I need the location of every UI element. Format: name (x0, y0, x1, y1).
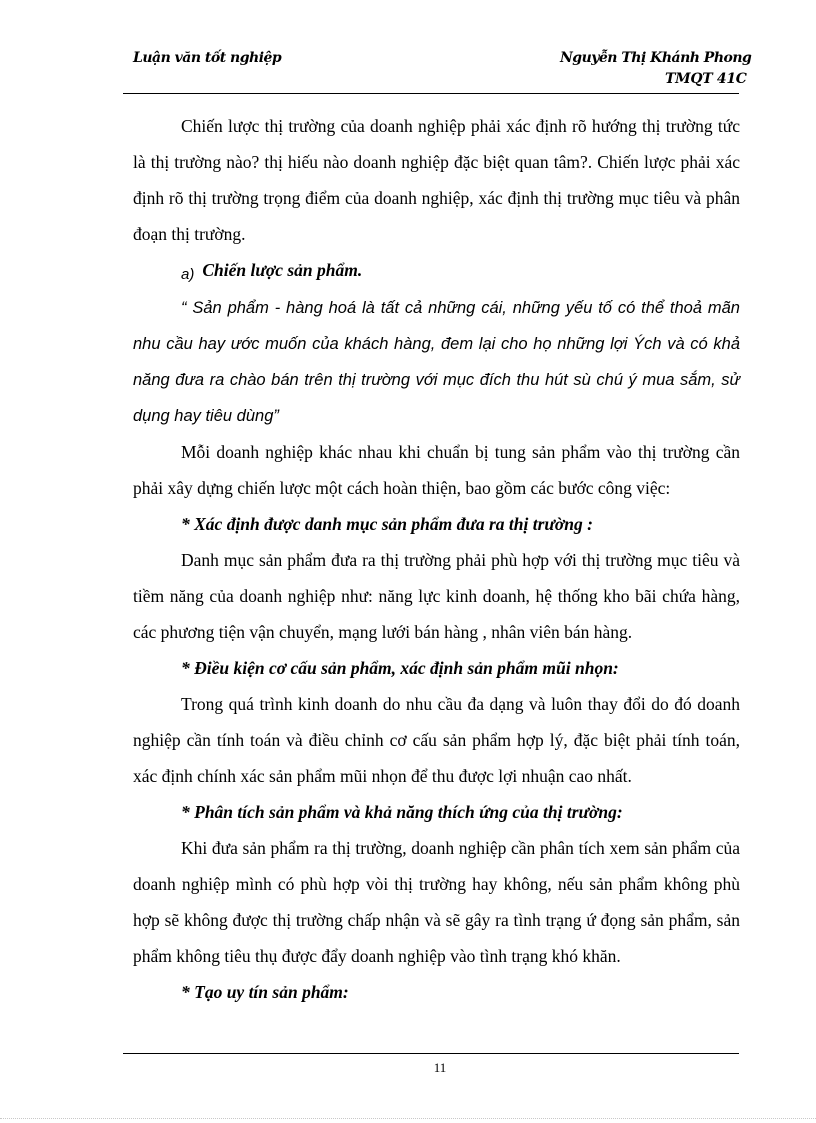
paragraph-product-analysis: Khi đưa sản phẩm ra thị trường, doanh nghiệp cần phân tích xem sản phẩm của doanh nghiệp mình có phù hợp vòi thị trường hay không, nếu sản phẩm không phù hợp sẽ không được thị trường chấp nhận và sẽ gây ra tình trạng ứ đọng sản phẩm, sản phẩm không tiêu thụ được đẩy doanh nghiệp vào tình trạng khó khăn. (133, 838, 740, 966)
header-thesis-label: Luận văn tốt nghiệp (133, 50, 282, 66)
subheading-product-reputation: * Tạo uy tín sản phẩm: (181, 982, 349, 1002)
section-letter: a) (181, 266, 195, 283)
header-class-code: TMQT 41C (665, 71, 747, 87)
footer-rule (123, 1053, 739, 1054)
product-definition-quote: “ Sản phẩm - hàng hoá là tất cả những cái, những yếu tố có thể thoả mãn nhu cầu hay ước muốn của khách hàng, đem lại cho họ những lợi Ých và có khả năng đưa ra chào bán trên thị trường với mục đích thu hút sù chú ý mua sắm, sử dụng hay tiêu dùng” (133, 299, 740, 425)
header-rule (123, 93, 739, 94)
paragraph-product-structure: Trong quá trình kinh doanh do nhu cầu đa dạng và luôn thay đổi do đó doanh nghiệp cần tính toán và điều chỉnh cơ cấu sản phẩm hợp lý, đặc biệt phải tính toán, xác định chính xác sản phẩm mũi nhọn để thu được lợi nhuận cao nhất. (133, 694, 740, 786)
paragraph-market-strategy: Chiến lược thị trường của doanh nghiệp phải xác định rõ hướng thị trường tức là thị trường nào? thị hiếu nào doanh nghiệp đặc biệt quan tâm?. Chiến lược phải xác định rõ thị trường trọng điểm của doanh nghiệp, xác định thị trường mục tiêu và phân đoạn thị trường. (133, 116, 740, 244)
paragraph-product-launch: Mỗi doanh nghiệp khác nhau khi chuẩn bị tung sản phẩm vào thị trường cần phải xây dựng chiến lược một cách hoàn thiện, bao gồm các bước công việc: (133, 442, 740, 498)
header-author-name: Nguyễn Thị Khánh Phong (560, 50, 752, 66)
page-break-line (0, 1118, 816, 1119)
paragraph-product-portfolio: Danh mục sản phẩm đưa ra thị trường phải phù hợp với thị trường mục tiêu và tiềm năng của doanh nghiệp như: năng lực kinh doanh, hệ thống kho bãi chứa hàng, các phương tiện vận chuyển, mạng lưới bán hàng , nhân viên bán hàng. (133, 550, 740, 642)
section-title: Chiến lược sản phẩm. (202, 260, 363, 280)
page-number: 11 (433, 1060, 447, 1075)
subheading-product-portfolio: * Xác định được danh mục sản phẩm đưa ra thị trường : (181, 514, 593, 534)
page-body (133, 108, 740, 1010)
subheading-product-analysis: * Phân tích sản phẩm và khả năng thích ứng của thị trường: (181, 802, 623, 822)
section-heading-a (133, 252, 740, 290)
subheading-product-structure: * Điều kiện cơ cấu sản phẩm, xác định sản phẩm mũi nhọn: (181, 658, 619, 678)
